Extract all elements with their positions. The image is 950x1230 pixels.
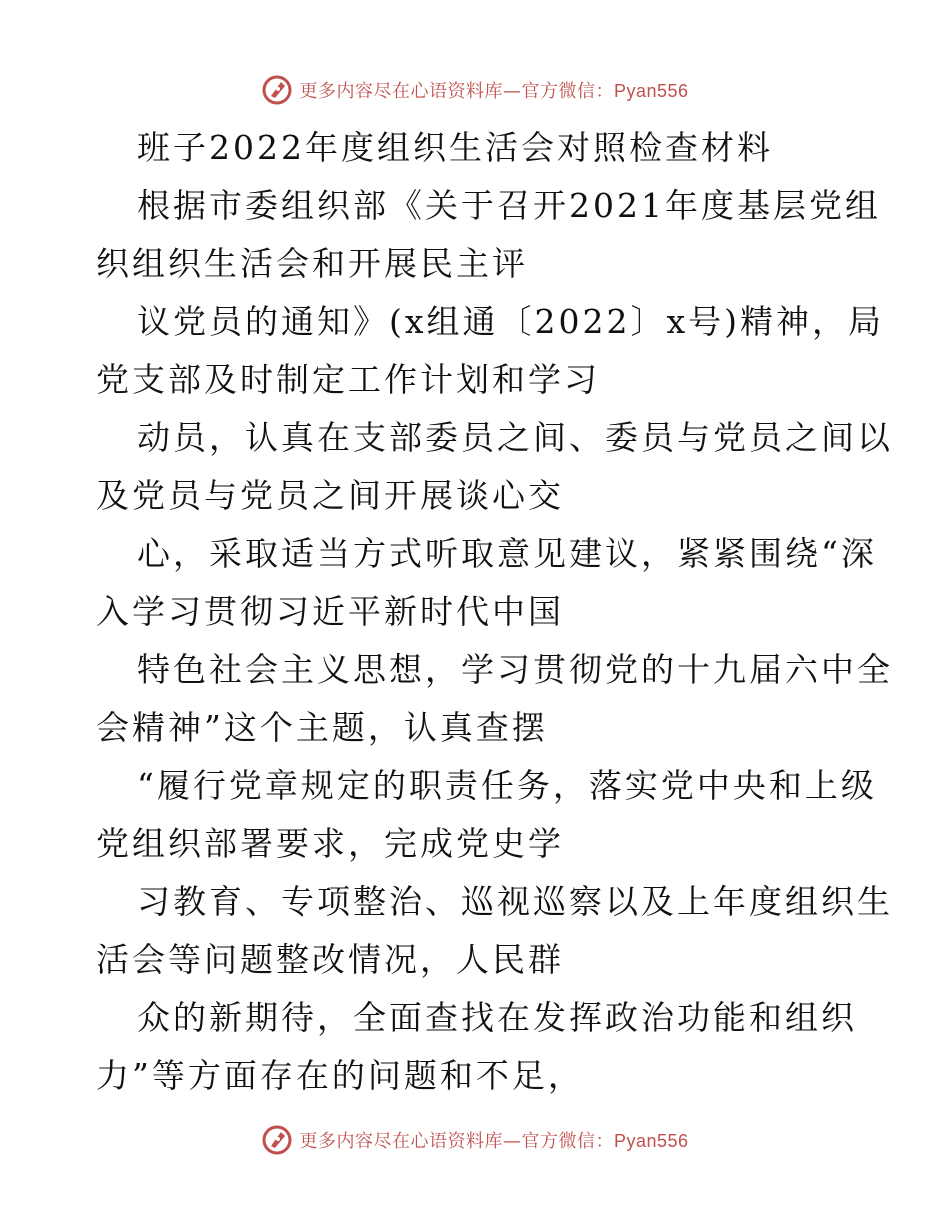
document-title: 班子2022年度组织生活会对照检查材料 (137, 128, 773, 167)
paragraph-line: “履行党章规定的职责任务，落实党中央和上级 (137, 766, 877, 805)
pen-nib-logo-icon (261, 1124, 293, 1156)
paragraph-line: 力”等方面存在的问题和不足， (96, 1056, 584, 1095)
watermark-text: 更多内容尽在心语资料库—官方微信：Pyan556 (299, 81, 689, 102)
paragraph-line: 活会等问题整改情况，人民群 (96, 940, 564, 979)
paragraph-line: 根据市委组织部《关于召开2021年度基层党组 (137, 186, 881, 225)
paragraph-line: 动员，认真在支部委员之间、委员与党员之间以 (137, 418, 893, 457)
paragraph-line: 织组织生活会和开展民主评 (96, 244, 528, 283)
paragraph-line: 众的新期待，全面查找在发挥政治功能和组织 (137, 998, 857, 1037)
watermark-group (261, 1124, 688, 1156)
header-watermark (0, 70, 950, 110)
paragraph-line: 习教育、专项整治、巡视巡察以及上年度组织生 (137, 882, 893, 921)
paragraph-line: 入学习贯彻习近平新时代中国 (96, 592, 564, 631)
watermark-text: 更多内容尽在心语资料库—官方微信：Pyan556 (299, 1131, 689, 1152)
footer-watermark (0, 1120, 950, 1160)
pen-nib-logo-icon (261, 74, 293, 106)
paragraph-line: 党支部及时制定工作计划和学习 (96, 360, 600, 399)
paragraph-line: 特色社会主义思想，学习贯彻党的十九届六中全 (137, 650, 893, 689)
paragraph-line: 会精神”这个主题，认真查摆 (96, 708, 548, 747)
paragraph-line: 心，采取适当方式听取意见建议，紧紧围绕“深 (137, 534, 877, 573)
watermark-group (261, 74, 688, 106)
paragraph-line: 议党员的通知》(x组通〔2022〕x号)精神，局 (137, 302, 884, 341)
paragraph-line: 及党员与党员之间开展谈心交 (96, 476, 564, 515)
paragraph-line: 党组织部署要求，完成党史学 (96, 824, 564, 863)
